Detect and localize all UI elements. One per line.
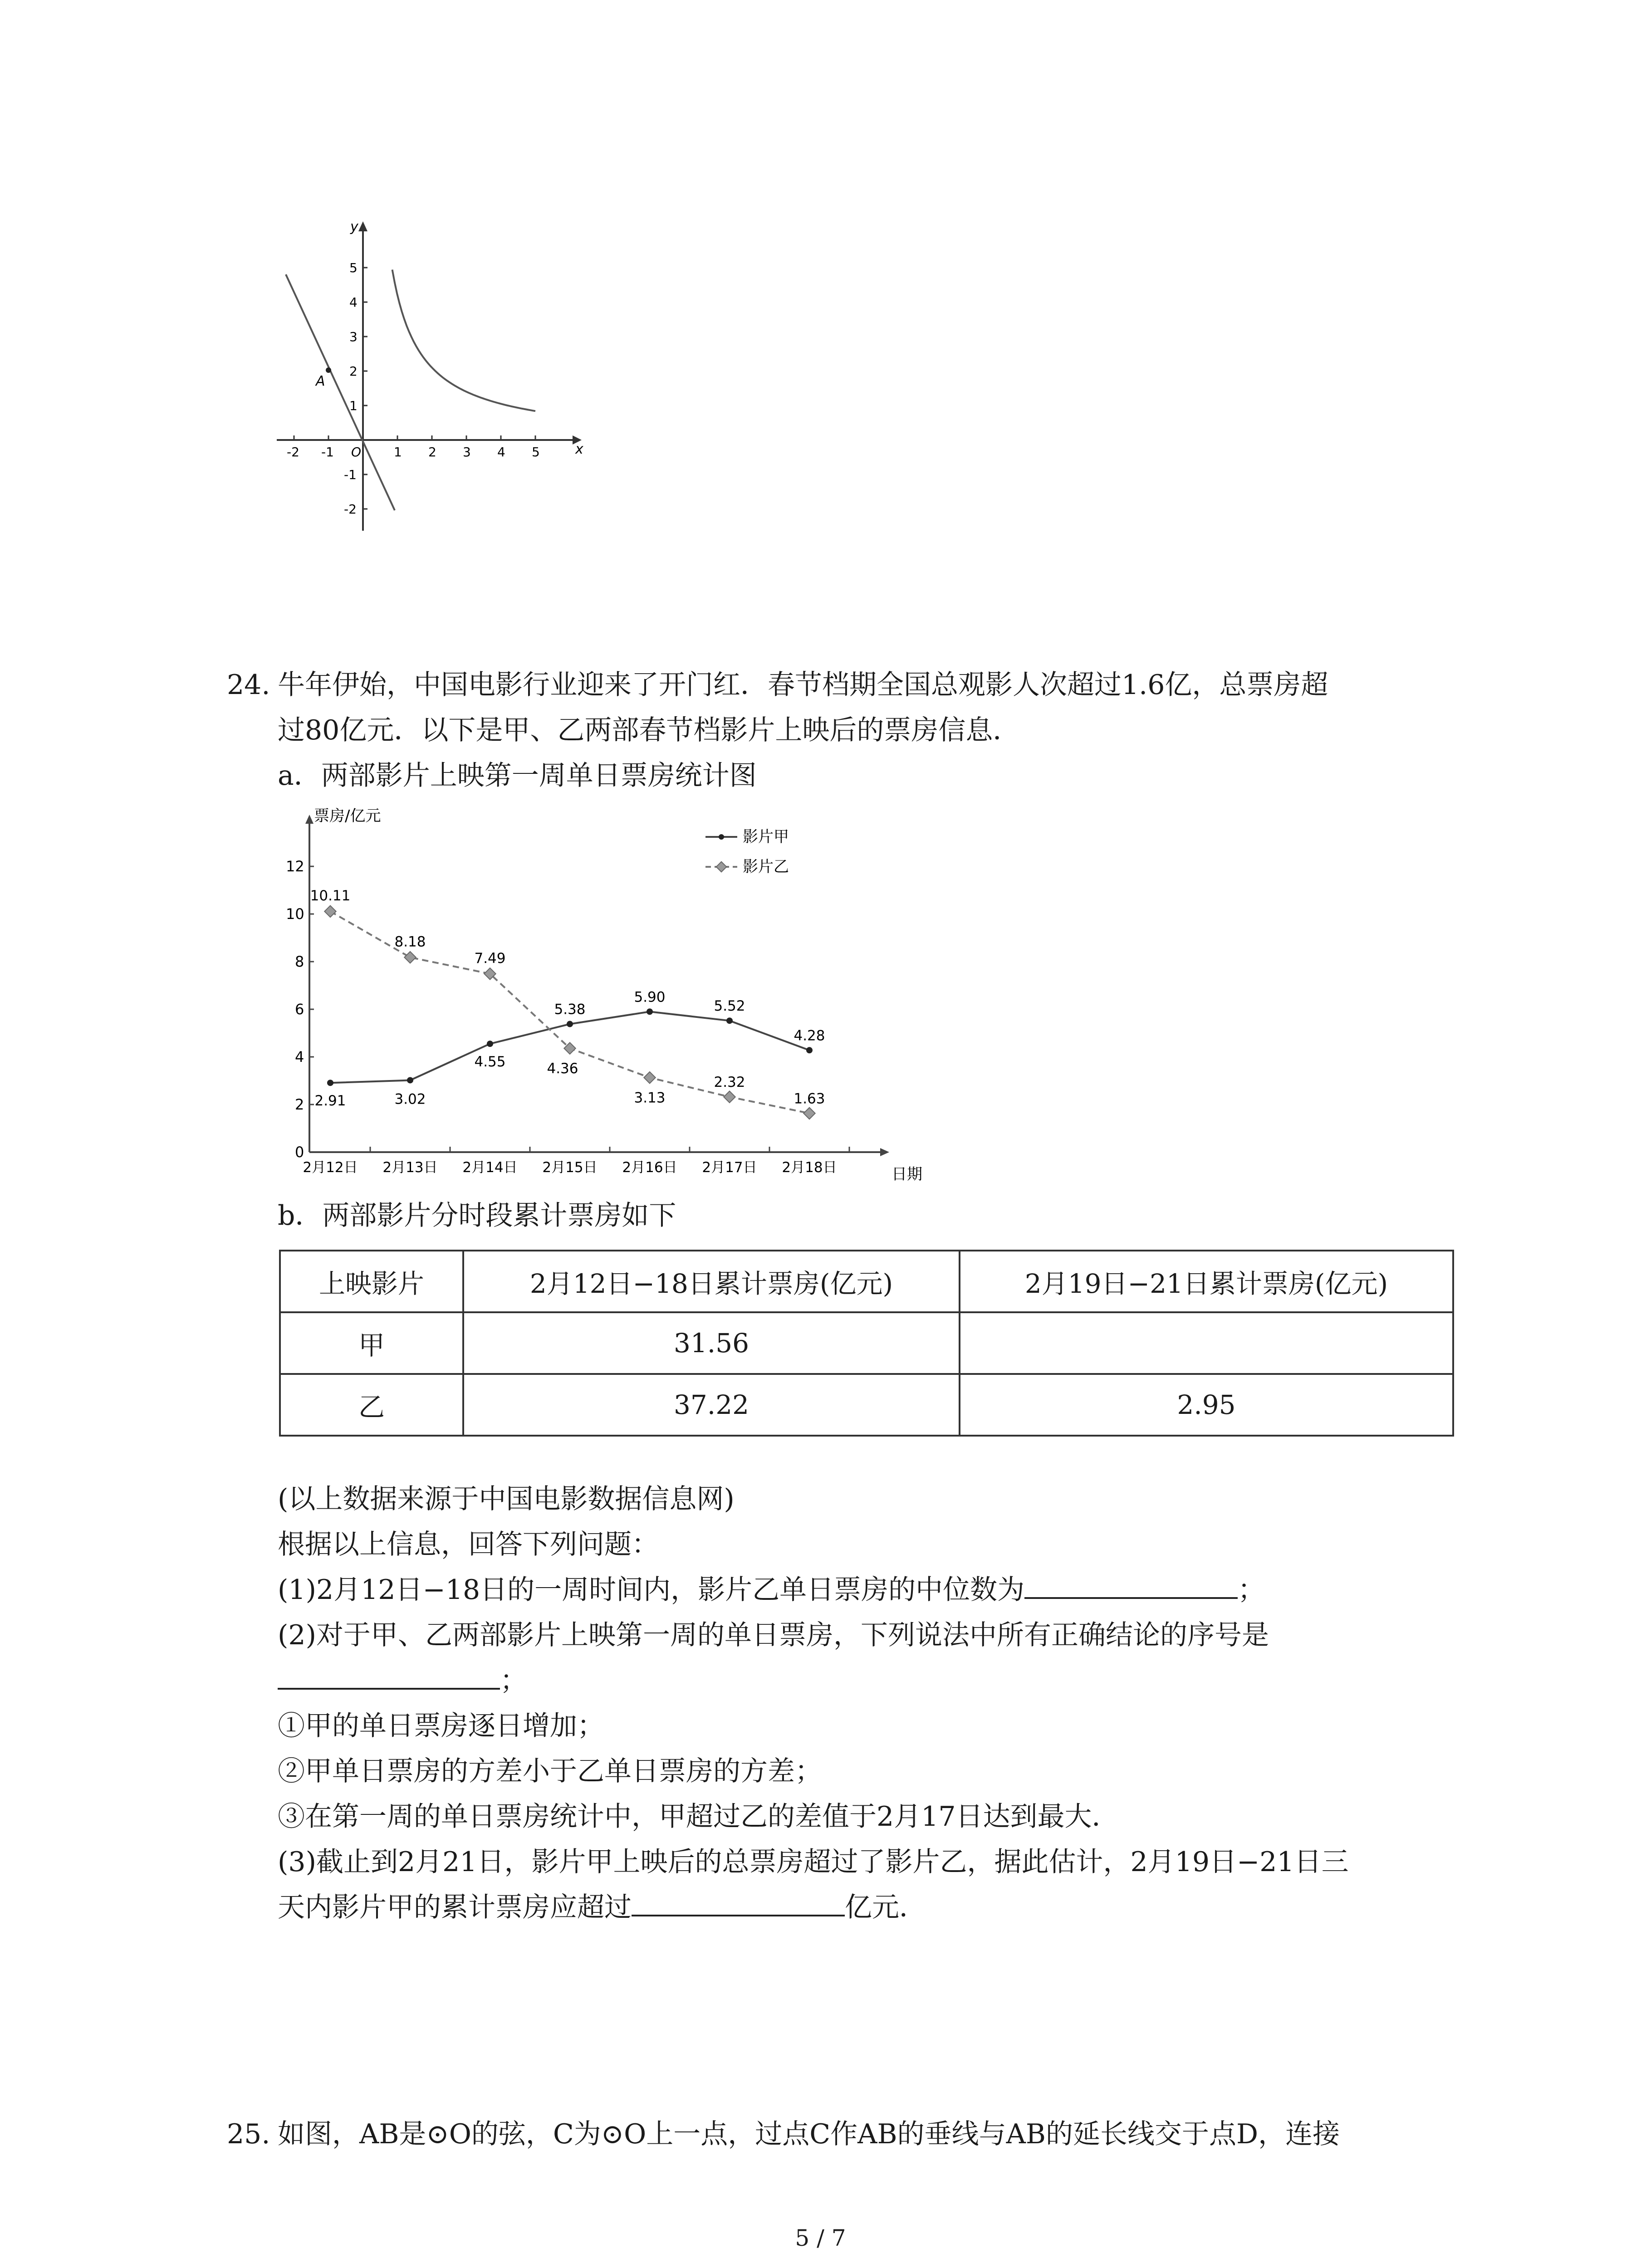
graph-y-label: y <box>350 219 358 235</box>
series-jia-point <box>647 1008 653 1015</box>
data-label: 2.91 <box>314 1093 346 1110</box>
q24-sub3-line2 <box>278 1885 926 1930</box>
series-yi-point <box>803 1108 815 1119</box>
q24-text-line1: 牛年伊始，中国电影行业迎来了开门红．春节档期全国总观影人次超过1.6亿，总票房超 <box>278 669 1328 701</box>
data-label: 4.28 <box>794 1027 825 1044</box>
q24-number: 24. <box>227 669 270 701</box>
graph-y-tick-label: 5 <box>349 260 358 275</box>
chart-y-label: 票房/亿元 <box>314 807 381 825</box>
q24-option-3: ③在第一周的单日票房统计中，甲超过乙的差值于2月17日达到最大． <box>278 1801 1119 1833</box>
chart-x-arrow <box>880 1148 889 1156</box>
box-office-table <box>279 1250 1454 1437</box>
table-cell <box>960 1312 1453 1374</box>
chart-y-tick-label: 10 <box>286 905 304 923</box>
table-row <box>280 1312 1453 1374</box>
q24-sub1-text: (1)2月12日−18日的一周时间内，影片乙单日票房的中位数为 <box>278 1574 1025 1606</box>
series-yi-point <box>404 952 416 963</box>
data-label: 4.36 <box>547 1061 578 1077</box>
graph-y-tick-label: 1 <box>349 398 358 413</box>
series-yi-point <box>644 1072 655 1083</box>
data-label: 4.55 <box>474 1054 506 1070</box>
data-label: 1.63 <box>794 1090 825 1107</box>
series-yi-point <box>324 905 336 917</box>
data-label: 5.52 <box>714 998 745 1015</box>
chart-x-label: 日期 <box>892 1165 922 1183</box>
table-header-film: 上映影片 <box>280 1251 463 1312</box>
legend-jia-marker <box>719 834 724 840</box>
chart-y-tick-label: 8 <box>295 953 304 970</box>
q24-sub2-end: ； <box>500 1665 527 1696</box>
chart-y-tick-label: 4 <box>295 1048 304 1066</box>
chart-x-tick-label: 2月15日 <box>542 1159 598 1176</box>
table-header-week1: 2月12日−18日累计票房(亿元) <box>463 1251 960 1312</box>
series-jia-point <box>567 1021 573 1027</box>
graph-y-tick-label: 3 <box>349 329 358 344</box>
graph-x-tick-label: 4 <box>497 445 505 459</box>
q25-number: 25. <box>227 2118 270 2150</box>
graph-x-tick-label: -2 <box>287 445 299 459</box>
graph-y-arrow <box>358 221 367 231</box>
box-office-line-chart <box>272 803 953 1198</box>
q24-text-line2: 过80亿元．以下是甲、乙两部春节档影片上映后的票房信息． <box>278 714 1020 746</box>
q24-option-1: ①甲的单日票房逐日增加； <box>278 1710 604 1742</box>
graph-y-tick-label: -2 <box>344 502 357 517</box>
chart-x-tick-label: 2月17日 <box>702 1159 757 1176</box>
q24-sub1-end: ； <box>1238 1574 1265 1606</box>
q25-text: 如图，AB是⊙O的弦，C为⊙O上一点，过点C作AB的垂线与AB的延长线交于点D，连接 <box>278 2118 1340 2150</box>
chart-y-tick-label: 6 <box>295 1001 304 1018</box>
graph-y-tick-label: 4 <box>349 295 358 310</box>
table-cell: 37.22 <box>463 1374 960 1436</box>
graph-x-tick-label: 3 <box>463 445 471 459</box>
q24-source: (以上数据来源于中国电影数据信息网) <box>278 1483 735 1515</box>
table-cell: 31.56 <box>463 1312 960 1374</box>
chart-x-tick-label: 2月12日 <box>303 1159 358 1176</box>
legend-jia-label: 影片甲 <box>743 828 789 846</box>
chart-y-tick-label: 0 <box>295 1144 304 1161</box>
graph-hyperbola <box>392 270 535 411</box>
q24-part-b: b．两部影片分时段累计票房如下 <box>278 1200 676 1232</box>
graph-x-label: x <box>575 441 583 457</box>
q24-sub2: (2)对于甲、乙两部影片上映第一周的单日票房，下列说法中所有正确结论的序号是 <box>278 1619 1269 1651</box>
series-yi-point <box>724 1091 735 1102</box>
chart-x-tick-label: 2月13日 <box>382 1159 438 1176</box>
q24-sub3-text: 天内影片甲的累计票房应超过 <box>278 1892 632 1923</box>
answer-blank-3[interactable] <box>632 1887 845 1916</box>
data-label: 3.13 <box>634 1090 666 1106</box>
graph-x-tick-label: -1 <box>321 445 334 459</box>
data-label: 2.32 <box>714 1074 745 1091</box>
q24-part-a: a．两部影片上映第一周单日票房统计图 <box>278 760 757 792</box>
table-cell: 乙 <box>280 1374 463 1436</box>
q24-prompt: 根据以上信息，回答下列问题： <box>278 1529 659 1560</box>
data-label: 7.49 <box>474 950 506 967</box>
data-label: 5.90 <box>634 989 666 1006</box>
answer-blank-2[interactable] <box>278 1661 500 1690</box>
series-jia-point <box>487 1041 493 1047</box>
legend-yi-marker <box>716 862 727 872</box>
graph-point-a-label: A <box>316 373 325 389</box>
table-cell: 甲 <box>280 1312 463 1374</box>
graph-x-tick-label: 2 <box>428 445 436 459</box>
graph-x-tick-label: 1 <box>394 445 402 459</box>
graph-point-a <box>326 367 331 373</box>
table-cell: 2.95 <box>960 1374 1453 1436</box>
table-row <box>280 1374 1453 1436</box>
chart-y-tick-label: 2 <box>295 1096 304 1113</box>
answer-blank-1[interactable] <box>1024 1570 1238 1599</box>
chart-x-tick-label: 2月14日 <box>462 1159 518 1176</box>
chart-y-arrow <box>305 815 314 824</box>
q24-sub1 <box>278 1567 1265 1613</box>
table-header-row <box>280 1251 1453 1312</box>
chart-x-tick-label: 2月18日 <box>782 1159 837 1176</box>
function-graph <box>272 213 599 540</box>
chart-x-tick-label: 2月16日 <box>622 1159 677 1176</box>
data-label: 8.18 <box>394 934 426 950</box>
series-jia-point <box>407 1077 413 1083</box>
table-header-week2: 2月19日−21日累计票房(亿元) <box>960 1251 1453 1312</box>
chart-y-tick-label: 12 <box>286 858 304 875</box>
q24-sub2-blank-line <box>278 1658 527 1703</box>
data-label: 3.02 <box>394 1091 426 1108</box>
legend-yi-label: 影片乙 <box>743 858 789 876</box>
q24-sub3-end: 亿元． <box>845 1892 926 1923</box>
graph-x-tick-label: 5 <box>532 445 540 459</box>
graph-straight-line <box>286 274 395 510</box>
q24-sub3-line1: (3)截止到2月21日，影片甲上映后的总票房超过了影片乙，据此估计，2月19日−21日三 <box>278 1846 1349 1878</box>
graph-x-tick-label: O <box>351 445 362 459</box>
series-jia-point <box>806 1047 813 1053</box>
graph-y-tick-label: -1 <box>344 467 357 482</box>
page-number: 5 / 7 <box>795 2225 846 2251</box>
graph-y-tick-label: 2 <box>349 364 358 379</box>
series-jia-point <box>726 1017 733 1024</box>
q24-option-2: ②甲单日票房的方差小于乙单日票房的方差； <box>278 1755 822 1787</box>
data-label: 5.38 <box>554 1001 586 1018</box>
series-jia-point <box>327 1080 333 1086</box>
data-label: 10.11 <box>310 888 351 904</box>
